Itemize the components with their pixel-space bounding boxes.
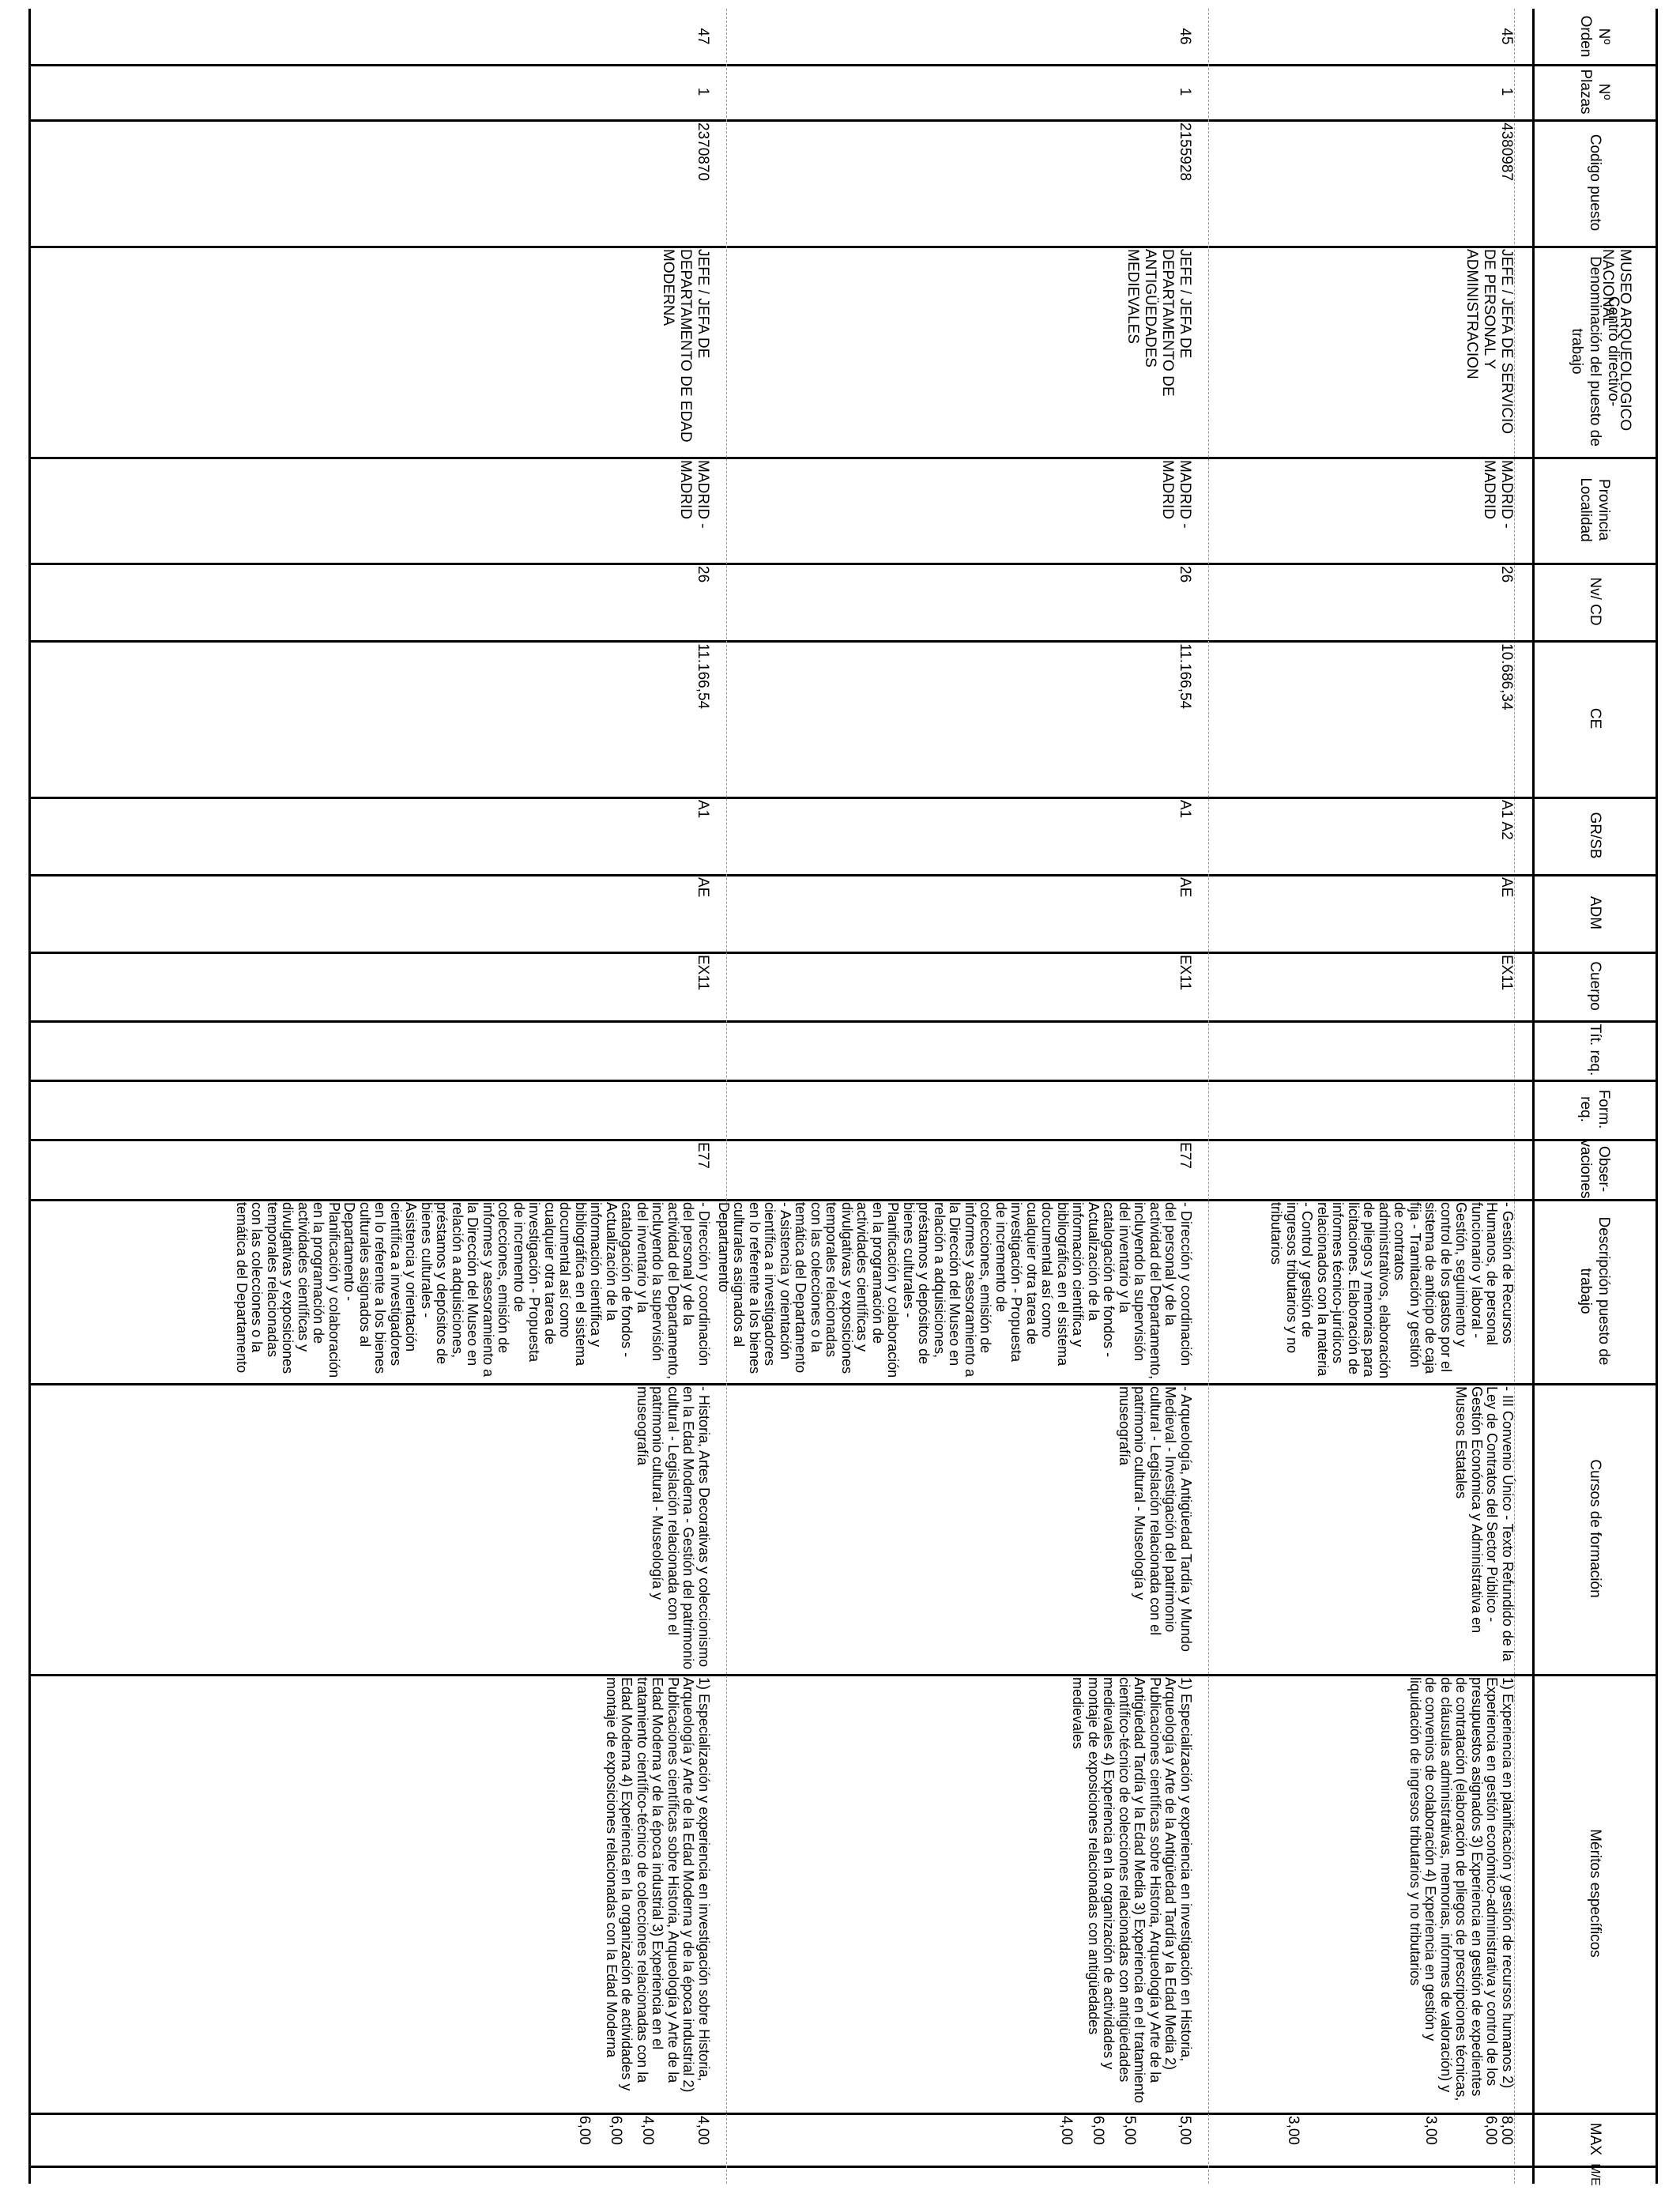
max-value: 5,00	[1121, 2116, 1138, 2145]
col-rule	[31, 119, 1656, 122]
cell-cursos: - III Convenio Único - Texto Refundido de la Ley de Contratos del Sector Público - Gestión Económica y Administrativa en Museos Estatales	[1453, 1386, 1516, 1661]
col-rule	[31, 640, 1656, 643]
cell-orden: 45	[1498, 28, 1515, 45]
col-rule	[31, 952, 1656, 954]
rpt-table	[28, 9, 1658, 2184]
col-rule	[31, 457, 1656, 459]
header-cuerpo: Cuerpo	[1587, 961, 1603, 1011]
header-grsb: GR/SB	[1587, 812, 1603, 859]
header-max: MAX	[1587, 2122, 1603, 2156]
header-me: M/E	[1588, 2163, 1602, 2186]
cell-ce: 11.166,54	[1177, 643, 1193, 710]
header-form: Form. req.	[1577, 1089, 1613, 1129]
col-rule	[31, 1383, 1656, 1385]
cell-provincia: MADRID - MADRID	[677, 460, 711, 529]
header-plazas: Nº Plazas	[1577, 69, 1613, 115]
cell-obs: E77	[1177, 1142, 1193, 1169]
header-tit: Tít. req.	[1587, 1023, 1603, 1076]
cell-meritos: 1) Especialización y experiencia en investigación sobre Historia, Arqueología y Arte de la Edad Moderna y de la época industrial 2) Publicaciones científicas sobre Historia, Arqueología y Arte de la Edad Moderna y de la época industrial 3) Experiencia en el tratamiento científico-técnico de colecciones relacionadas con la Edad Moderna 4) Experiencia en la organización de actividades y montaje de exposiciones relacionadas con la Edad Moderna	[604, 1677, 712, 2093]
col-rule	[31, 1080, 1656, 1082]
cell-adm: AE	[1498, 877, 1515, 898]
cell-nivel: 26	[1498, 566, 1515, 583]
col-rule	[31, 2166, 1656, 2168]
col-rule	[31, 797, 1656, 799]
cell-cuerpo: EX11	[695, 955, 711, 991]
cell-plazas: 1	[1177, 87, 1193, 96]
col-rule	[31, 246, 1656, 248]
cell-meritos: 1) Experiencia en planificación y gestión de recursos humanos 2) Experiencia en gestión económico-administrativa y control de los presupuestos asignados 3) Experiencia en gestión de expedientes de contratación (elaboración de pliegos de prescripciones técnicas, de cláusulas administrativas, memorias, informes de valoración) y de convenios de colaboración 4) Experiencia en gestión y liquidación de ingresos tributarios y no tributarios	[1407, 1677, 1516, 2102]
max-value: 6,00	[1090, 2116, 1106, 2145]
cell-denominacion: JEFE / JEFA DE DEPARTAMENTO DE ANTIGÜEDADES MEDIEVALES	[1124, 249, 1193, 397]
max-value: 6,00	[1482, 2116, 1499, 2145]
cell-cuerpo: EX11	[1498, 955, 1515, 991]
col-rule	[31, 64, 1656, 66]
cell-descripcion: - Dirección y coordinación del personal y de la actividad del Departamento, incluyendo la supervisión del inventario y la catalogación de fondos - Actualización de la información científica y bibliográfica en el sistema documental así como cualquier otra tarea de investigación - Propuesta de incremento de colecciones, emisión de informes y asesoramiento a la Dirección del Museo en relación a adquisiciones, préstamos y depósitos de bienes culturales - Planificación y colaboración en la programación de actividades científicas y divulgativas y exposiciones temporales relacionadas con las colecciones o la temática del Departamento - Asistencia y orientación científica a investigadores en lo referente a los bienes culturales asignados al Departamento	[716, 1202, 1194, 1380]
cell-codigo: 2155928	[1177, 123, 1193, 181]
cell-cursos: - Arqueología, Antigüedad Tardía y Mundo Medieval - Investigación del patrimonio cultural - Legislación relacionada con el patrimonio cultural - Museología y museografía	[1117, 1386, 1194, 1652]
max-value: 3,00	[1422, 2116, 1439, 2145]
header-obs: Obser-vaciones	[1577, 1139, 1613, 1199]
col-rule	[31, 1139, 1656, 1141]
cell-denominacion: JEFE / JEFA DE DEPARTAMENTO DE EDAD MODERNA	[660, 249, 711, 443]
cell-meritos: 1) Especialización y experiencia en investigación en Historia, Arqueología y Arte de la Antigüedad Tardía y la Edad Media 2) Publicaciones científicas sobre Historia, Arqueología y Arte de la Antigüedad Tardía y la Edad Media 3) Experiencia en el tratamiento científico-técnico de colecciones relacionadas con antigüedades medievales 4) Experiencia en la organización de actividades y montaje de exposiciones relacionadas con antigüedades medievales	[1070, 1677, 1194, 2103]
cell-grsb: A1	[695, 800, 711, 819]
cell-ce: 10.686,34	[1498, 643, 1515, 711]
header-ce: CE	[1587, 707, 1603, 729]
max-value: 8,00	[1498, 2116, 1515, 2145]
cell-ce: 11.166,54	[695, 643, 711, 710]
cell-grsb: A1	[1177, 800, 1193, 819]
header-cursos: Cursos de formación	[1587, 1459, 1603, 1598]
cell-provincia: MADRID - MADRID	[1159, 460, 1193, 529]
max-value: 4,00	[639, 2116, 656, 2145]
col-rule	[31, 1020, 1656, 1023]
cell-plazas: 1	[695, 87, 711, 96]
cell-centro: MUSEO ARQUEOLOGICO NACIONAL	[1599, 249, 1633, 432]
cell-adm: AE	[1177, 877, 1193, 898]
cell-orden: 47	[695, 28, 711, 45]
cell-orden: 46	[1177, 28, 1193, 45]
header-descripcion: Descripción puesto de trabajo	[1577, 1216, 1613, 1366]
cell-codigo: 4380987	[1498, 123, 1515, 181]
cell-descripcion: - Gestión de Recursos Humanos, de personal funcionario y laboral - Gestión, seguimiento y control de los gastos por el sistema de anticipo de caja fija - Tramitación y gestión de contratos administrativos, elaboración de pliegos y memorias para licitaciones. Elaboración de informes técnico-jurídicos relacionados con la materia - Control y gestión de ingresos tributarios y no tributarios	[1268, 1202, 1516, 1379]
cell-nivel: 26	[1177, 566, 1193, 583]
cell-plazas: 1	[1498, 87, 1515, 96]
max-value: 5,00	[1177, 2116, 1193, 2145]
row-separator	[726, 9, 727, 2184]
cell-cuerpo: EX11	[1177, 955, 1193, 991]
row-separator	[1208, 9, 1209, 2184]
cell-cursos: - Historia, Artes Decorativas y coleccionismo en la Edad Moderna - Gestión del patrimonio cultural - Legislación relacionada con el patrimonio cultural - Museología y museografía	[635, 1386, 712, 1670]
cell-adm: AE	[695, 877, 711, 898]
max-value: 4,00	[1058, 2116, 1075, 2145]
max-value: 4,00	[695, 2116, 711, 2145]
cell-descripcion: - Dirección y coordinación del personal y de la actividad del Departamento, incluyendo la supervisión del inventario y la catalogación de fondos - Actualización de la información científica y bibliográfica en el sistema documental así como cualquier otra tarea de investigación - Propuesta de incremento de colecciones, emisión de informes y asesoramiento a la Dirección del Museo en relación a adquisiciones, préstamos y depósitos de bienes culturales - Asistencia y orientación científica a investigadores en lo referente a los bienes culturales asignados al Departamento - Planificación y colaboración en la programación de actividades científicas y divulgativas y exposiciones temporales relacionadas con las colecciones o la temática del Departamento	[234, 1202, 712, 1380]
header-centro: Centro directivo-Denominación del puesto de trabajo	[1569, 256, 1622, 447]
max-value: 6,00	[608, 2116, 624, 2145]
header-orden: Nº Orden	[1577, 15, 1613, 58]
header-rule	[1532, 9, 1535, 2184]
header-codigo: Codigo puesto	[1587, 134, 1603, 232]
header-nivel: Nv/ CD	[1587, 577, 1603, 626]
col-rule	[31, 563, 1656, 565]
col-rule	[31, 2113, 1656, 2115]
max-value: 3,00	[1285, 2116, 1301, 2145]
cell-obs: E77	[695, 1142, 711, 1169]
cell-codigo: 2370870	[695, 123, 711, 181]
header-provincia: Provincia Localidad	[1577, 477, 1613, 542]
col-rule	[31, 874, 1656, 876]
max-value: 6,00	[576, 2116, 593, 2145]
cell-denominacion: JEFE / JEFA DE SERVICIO DE PERSONAL Y ADMINISTRACION	[1463, 249, 1515, 435]
cell-nivel: 26	[695, 566, 711, 583]
cell-provincia: MADRID - MADRID	[1481, 460, 1515, 529]
header-meritos: Méritos específicos	[1587, 1829, 1603, 1958]
header-adm: ADM	[1587, 895, 1603, 930]
cell-grsb: A1 A2	[1498, 800, 1515, 840]
